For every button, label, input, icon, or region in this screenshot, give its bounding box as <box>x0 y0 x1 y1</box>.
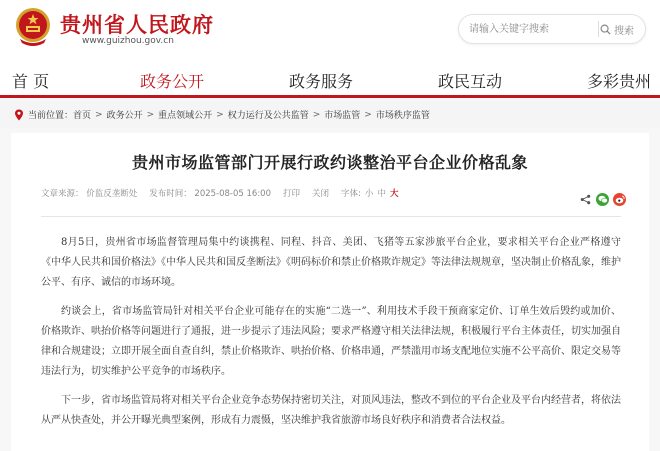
article-title: 贵州市场监管部门开展行政约谈整治平台企业价格乱象 <box>131 153 528 172</box>
nav-item-colorful-guizhou[interactable]: 多彩贵州 <box>587 72 652 91</box>
main-nav <box>0 62 660 98</box>
breadcrumb-prefix: 当前位置： <box>28 111 74 121</box>
breadcrumb-item-government-affairs-open[interactable]: 政务公开 <box>106 111 143 121</box>
nav-item-home[interactable]: 首 页 <box>12 72 50 91</box>
breadcrumb-item-power-operation[interactable]: 权力运行及公共监管 <box>227 111 309 121</box>
article <box>11 133 649 451</box>
font-size-medium[interactable]: 中 <box>377 189 386 199</box>
site-header <box>0 0 660 62</box>
site-title[interactable]: 贵州省人民政府 <box>60 12 214 37</box>
meta-divider <box>41 216 621 217</box>
breadcrumb-item-key-areas[interactable]: 重点领域公开 <box>158 111 213 121</box>
font-size-large[interactable]: 大 <box>389 189 399 199</box>
nav-item-public-interaction[interactable]: 政民互动 <box>438 72 503 91</box>
font-size-small[interactable]: 小 <box>364 189 374 199</box>
breadcrumb-item-home[interactable]: 首页 <box>73 111 92 121</box>
article-meta <box>41 187 398 199</box>
share-icon <box>580 194 591 205</box>
article-paragraph: 下一步，省市场监管局将对相关平台企业竞争态势保持密切关注，对顶风违法，整改不到位的平台企业及平台内经营者，将依法从严从快查处，并公开曝光典型案例，形成有力震慑，坚决维护我省旅游市场良好秩序和消费者合法权益。 <box>41 395 621 426</box>
article-source: 文章来源： 价监反垄断处 <box>41 189 138 199</box>
wechat-share-button[interactable] <box>596 193 609 206</box>
wechat-icon <box>598 195 608 204</box>
search-divider <box>598 21 599 37</box>
article-paragraph: 8月5日，贵州省市场监督管理局集中约谈携程、同程、抖音、美团、飞猪等五家涉旅平台企业，要求相关平台企业严格遵守《中华人民共和国价格法》《中华人民共和国反垄断法》《明码标价和禁止价格欺诈规定》等法律法规规章，坚决制止价格乱象，维护公平、有序、诚信的市场环境。 <box>41 237 621 288</box>
breadcrumb-separator: > <box>146 109 155 120</box>
breadcrumb-separator: > <box>364 109 372 120</box>
breadcrumb-item-market-supervision[interactable]: 市场监管 <box>324 111 361 121</box>
site-url: www.guizhou.gov.cn <box>82 36 174 46</box>
share-button[interactable] <box>579 193 592 206</box>
share-bar <box>579 193 626 206</box>
nav-item-government-affairs-open[interactable]: 政务公开 <box>140 72 205 91</box>
print-link[interactable]: 打印 <box>283 189 301 199</box>
national-emblem-icon[interactable] <box>14 5 52 49</box>
search-icon <box>600 24 611 35</box>
search-button[interactable] <box>600 20 634 38</box>
search-input[interactable] <box>469 21 599 38</box>
breadcrumb <box>0 101 660 128</box>
weibo-icon <box>615 195 625 204</box>
close-link[interactable]: 关闭 <box>312 189 330 199</box>
search-button-label: 搜索 <box>614 25 634 37</box>
breadcrumb-separator: > <box>216 109 224 120</box>
font-size-label: 字体: <box>341 189 361 199</box>
location-pin-icon <box>14 109 24 121</box>
weibo-share-button[interactable] <box>613 193 626 206</box>
breadcrumb-separator: > <box>312 109 321 120</box>
breadcrumb-separator: > <box>95 109 103 120</box>
article-publish-time: 发布时间： 2025-08-05 16:00 <box>149 189 272 199</box>
nav-item-government-services[interactable]: 政务服务 <box>289 72 354 91</box>
article-paragraph: 约谈会上，省市场监管局针对相关平台企业可能存在的实施“二选一”、利用技术手段干预商家定价、订单生效后毁约或加价、价格欺诈、哄抬价格等问题进行了通报，进一步提示了违法风险；要求严格遵守相关法律法规，积极履行平台主体责任，切实加强自律和合规建设；立即开展全面自查自纠，禁止价格欺诈、哄抬价格、价格串通，严禁滥用市场支配地位实施不公平高价、限定交易等违法行为，切实维护公平竞争的市场秩序。 <box>41 306 621 377</box>
article-body <box>41 233 621 440</box>
breadcrumb-item-market-order[interactable]: 市场秩序监管 <box>375 111 430 121</box>
